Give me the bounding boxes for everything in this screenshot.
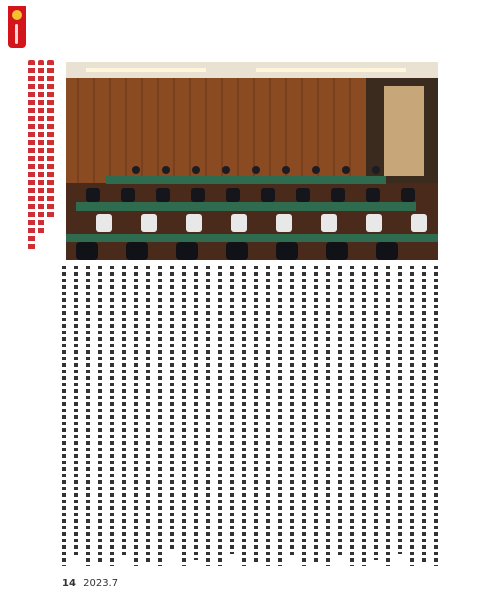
page-number: 14 — [62, 578, 76, 589]
title-line — [47, 60, 54, 220]
text-column — [194, 266, 198, 560]
text-column — [410, 266, 414, 566]
text-column — [62, 266, 66, 566]
text-column — [170, 266, 174, 552]
title-line — [28, 60, 35, 250]
text-column — [122, 266, 126, 556]
meeting-hall-illustration — [66, 62, 438, 260]
article-body-vertical-script — [60, 266, 440, 566]
text-column — [158, 266, 162, 566]
text-column — [230, 266, 234, 554]
section-label-script — [15, 24, 18, 44]
text-column — [206, 266, 210, 566]
text-column — [350, 266, 354, 566]
text-column — [362, 266, 366, 566]
title-line — [38, 60, 45, 235]
text-column — [386, 266, 390, 566]
text-column — [338, 266, 342, 556]
text-column — [146, 266, 150, 564]
text-column — [374, 266, 378, 560]
section-badge — [8, 6, 26, 48]
text-column — [218, 266, 222, 566]
text-column — [314, 266, 318, 564]
text-column — [326, 266, 330, 566]
party-emblem-icon — [12, 10, 22, 20]
text-column — [86, 266, 90, 566]
text-column — [422, 266, 426, 562]
meeting-photo — [66, 62, 438, 260]
text-column — [98, 266, 102, 562]
text-column — [290, 266, 294, 558]
text-column — [278, 266, 282, 566]
text-column — [242, 266, 246, 566]
text-column — [110, 266, 114, 566]
article-title-vertical — [28, 60, 54, 250]
text-column — [398, 266, 402, 554]
text-column — [74, 266, 78, 558]
text-column — [134, 266, 138, 566]
text-column — [434, 266, 438, 566]
text-column — [302, 266, 306, 566]
text-column — [254, 266, 258, 562]
text-column — [182, 266, 186, 566]
page-footer — [62, 578, 118, 589]
issue-date: 2023.7 — [83, 578, 119, 589]
text-column — [266, 266, 270, 566]
